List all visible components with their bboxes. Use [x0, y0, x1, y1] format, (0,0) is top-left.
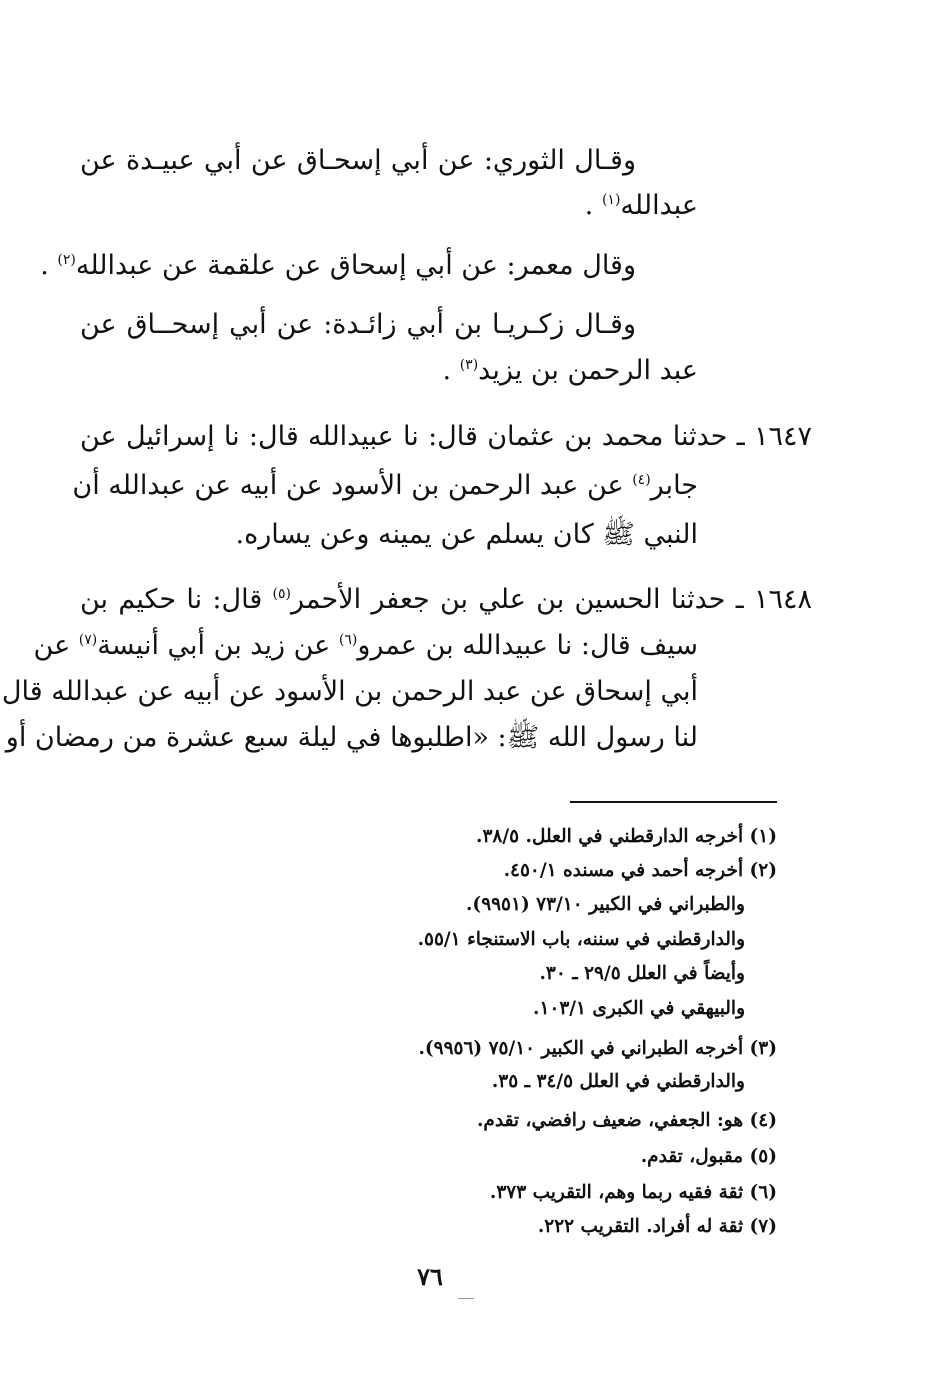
- text-run: سيف قال: نا عبيدالله بن عمرو: [357, 630, 698, 661]
- scan-speck: [458, 1298, 474, 1299]
- text-run: جابر: [650, 470, 698, 501]
- text-run: وقـال زكـريـا بن أبي زائـدة: عن أبي إسحــاق عن: [80, 309, 636, 340]
- text-line: [40, 246, 636, 286]
- text-run: وقـال الثوري: عن أبي إسحـاق عن أبي عبيـدة عن: [80, 145, 636, 176]
- text-run: النبي ﷺ كان يسلم عن يمينه وعن يساره.: [235, 519, 698, 550]
- text-line: [80, 351, 698, 391]
- hadith-1648-line: [5, 718, 698, 758]
- text-line: [80, 305, 636, 345]
- text-run: عن زيد بن أبي أنيسة: [97, 630, 339, 661]
- text-line: [80, 186, 698, 226]
- text-run: ١٦٤٧ ـ حدثنا محمد بن عثمان قال: نا عبيدالله قال: نا إسرائيل عن: [80, 421, 812, 452]
- footnote: (٢) أخرجه أحمد في مسنده ٤٥٠/١.: [503, 860, 777, 881]
- footnote-ref: (١): [601, 192, 621, 208]
- footnote: (٥) مقبول، تقدم.: [640, 1146, 777, 1167]
- footnote: (٧) ثقة له أفراد. التقريب ٢٢٢.: [537, 1216, 777, 1237]
- footnote-ref: (٧): [78, 632, 98, 648]
- text-run: وقال معمر: عن أبي إسحاق عن علقمة عن عبدالله: [75, 250, 636, 281]
- footnote: والدارقطني في سننه، باب الاستنجاء ٥٥/١.: [417, 929, 745, 950]
- text-run: عن عبد الرحمن بن الأسود عن أبيه عن عبدالله أن: [72, 470, 633, 501]
- text-run: ١٦٤٨ ـ حدثنا الحسين بن علي بن جعفر الأحمر: [291, 584, 812, 615]
- text-run: .: [40, 250, 58, 281]
- text-run: .: [442, 355, 460, 386]
- footnote: (٤) هو: الجعفي، ضعيف رافضي، تقدم.: [476, 1110, 777, 1131]
- footnote-ref: (٦): [338, 632, 358, 648]
- footnote-ref: (٢): [57, 252, 76, 268]
- hadith-1647-line: [72, 466, 698, 506]
- footnote: (٦) ثقة فقيه ربما وهم، التقريب ٣٧٣.: [489, 1182, 777, 1203]
- footnote: (١) أخرجه الدارقطني في العلل. ٣٨/٥.: [476, 826, 777, 847]
- footnote: والدارقطني في العلل ٣٤/٥ ـ ٣٥.: [491, 1071, 745, 1092]
- footnote-separator: [570, 801, 777, 803]
- footnote: والبيهقي في الكبرى ١٠٣/١.: [533, 998, 745, 1019]
- hadith-1647-line: [80, 515, 698, 555]
- hadith-1647-line: [80, 417, 812, 457]
- footnote-ref: (٤): [632, 472, 651, 488]
- hadith-1648-line: [80, 580, 812, 620]
- text-line: [80, 141, 636, 181]
- text-run: أبي إسحاق عن عبد الرحمن بن الأسود عن أبيه عن عبدالله قال: [1, 676, 698, 707]
- text-run: عبد الرحمن بن يزيد: [478, 355, 698, 386]
- text-run: عبدالله: [620, 190, 698, 221]
- hadith-1648-line: [33, 626, 698, 666]
- text-run: قال: نا حكيم بن: [80, 584, 273, 615]
- page-number: ٧٦: [417, 1262, 443, 1291]
- hadith-1648-line: [1, 672, 698, 712]
- footnote: والطبراني في الكبير ٧٣/١٠ (٩٩٥١).: [465, 894, 745, 915]
- footnote: وأيضاً في العلل ٢٩/٥ ـ ٣٠.: [539, 963, 745, 984]
- footnote-ref: (٣): [459, 357, 479, 373]
- text-run: لنا رسول الله ﷺ: «اطلبوها في ليلة سبع عشرة من رمضان أو: [5, 722, 698, 753]
- footnote-ref: (٥): [272, 586, 291, 602]
- footnote: (٣) أخرجه الطبراني في الكبير ٧٥/١٠ (٩٩٥٦).: [418, 1038, 777, 1059]
- text-run: عن: [33, 630, 79, 661]
- text-run: .: [584, 190, 602, 221]
